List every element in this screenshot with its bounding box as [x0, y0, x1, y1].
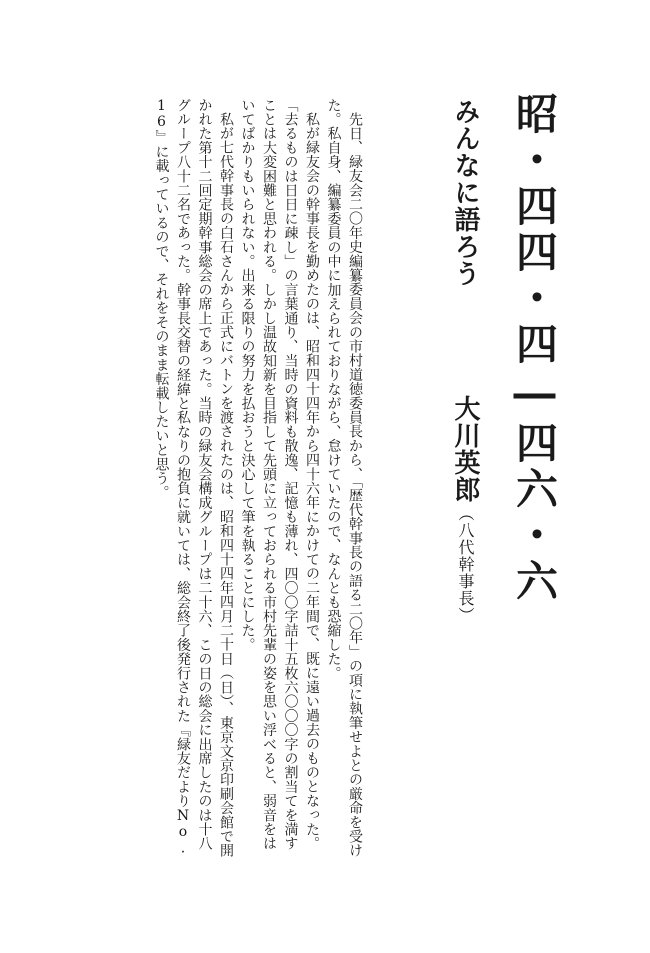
article-title: みんなに語ろう	[450, 98, 480, 287]
author-role: （八代幹事長）	[456, 505, 475, 624]
paragraph: 私が緑友会の幹事長を勤めたのは、昭和四十四年から四十六年にかけての二年間で、既に遠い過去のものとなった。「去るものは日日に疎し」の言葉通り、当時の資料も散逸、記憶も薄れ、四〇〇字詰十五枚六〇〇〇字の割当てを満すことは大変困難と思われる。しかし温故知新を目指して先頭に立っておられる市村先輩の姿を思い浮べると、弱音をはいてばかりもいられない。出来る限りの努力を払おうと決心して筆を執ることにした。	[239, 98, 320, 851]
author-name: 大川英郎	[450, 395, 480, 503]
paragraph: 先日、緑友会二〇年史編纂委員会の市村道徳委員長から、「歴代幹事長の語る二〇年」の項に執筆せよとの厳命を受けた。私自身、編纂委員の中に加えられておりながら、怠けていたので、なんとも恐縮した。	[325, 98, 363, 858]
date-range-title: 昭・四四・四―四六・六	[510, 92, 559, 605]
article-body	[150, 98, 365, 858]
paragraph: 私が七代幹事長の白石さんから正式にバトンを渡されたのは、昭和四十四年四月二十日（日）、東京文京印刷会館で開かれた第十二回定期幹事総会の席上であった。当時の緑友会構成グループは二十六、この日の総会に出席したのは十八グループ八十二名であった。幹事長交替の経緯と私なりの抱負に就いては、総会終了後発行された『緑友だよりNo.16』に載っているので、それをそのまま転載したいと思う。	[153, 98, 234, 858]
